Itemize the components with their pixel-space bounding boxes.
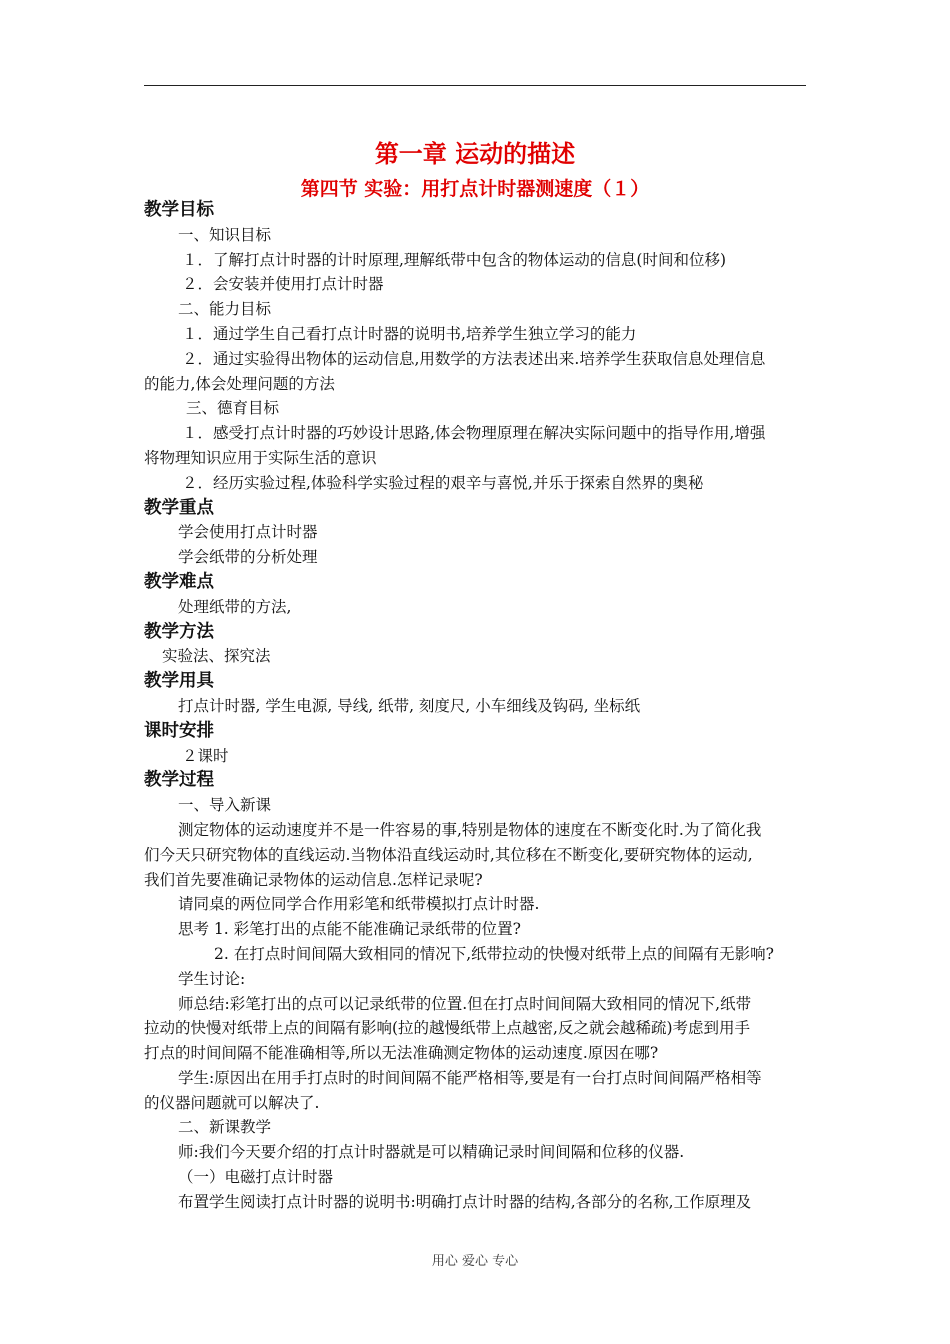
text-line: １．通过学生自己看打点计时器的说明书,培养学生独立学习的能力 [182, 324, 637, 343]
page-footer: 用心 爱心 专心 [431, 1254, 519, 1269]
text-line: ２．经历实验过程,体验科学实验过程的艰辛与喜悦,并乐于探索自然界的奥秘 [182, 473, 704, 492]
section-heading: 教学方法 [144, 621, 214, 642]
section-heading: 教学难点 [144, 571, 214, 592]
text-line: 一、导入新课 [178, 796, 272, 815]
section-heading: 教学目标 [144, 200, 214, 220]
text-line: 一、知识目标 [178, 225, 272, 244]
text-line: 打点计时器, 学生电源, 导线, 纸带, 刻度尺, 小车细线及钩码, 坐标纸 [178, 696, 641, 715]
text-line: 2. 在打点时间间隔大致相同的情况下,纸带拉动的快慢对纸带上点的间隔有无影响? [214, 944, 774, 963]
text-line: １．感受打点计时器的巧妙设计思路,体会物理原理在解决实际问题中的指导作用,增强 [182, 424, 766, 443]
text-line: 三、德育目标 [186, 399, 280, 418]
text-line: 学会纸带的分析处理 [178, 548, 318, 567]
section-heading: 教学过程 [144, 770, 214, 791]
text-line: 二、新课教学 [178, 1118, 272, 1137]
section-title: 第四节 实验：用打点计时器测速度（１） [300, 178, 650, 200]
text-line: 请同桌的两位同学合作用彩笔和纸带模拟打点计时器. [178, 895, 540, 914]
text-line: 我们首先要准确记录物体的运动信息.怎样记录呢? [144, 870, 483, 889]
text-line: 学会使用打点计时器 [178, 523, 318, 542]
text-line: 二、能力目标 [178, 300, 272, 319]
text-line: 测定物体的运动速度并不是一件容易的事,特别是物体的速度在不断变化时.为了简化我 [178, 820, 762, 839]
text-line: 思考 1. 彩笔打出的点能不能准确记录纸带的位置? [178, 920, 521, 939]
section-heading: 教学重点 [144, 497, 214, 518]
text-line: 打点的时间间隔不能准确相等,所以无法准确测定物体的运动速度.原因在哪? [144, 1044, 659, 1063]
text-line: １．了解打点计时器的计时原理,理解纸带中包含的物体运动的信息(时间和位移) [182, 250, 727, 269]
chapter-title: 第一章 运动的描述 [374, 140, 576, 168]
header-rule [144, 85, 806, 86]
text-line: 们今天只研究物体的直线运动.当物体沿直线运动时,其位移在不断变化,要研究物体的运动, [144, 845, 753, 864]
text-line: 布置学生阅读打点计时器的说明书:明确打点计时器的结构,各部分的名称,工作原理及 [178, 1192, 752, 1211]
text-line: 处理纸带的方法, [178, 597, 292, 616]
text-line: ２课时 [182, 746, 229, 765]
text-line: ２．会安装并使用打点计时器 [182, 275, 384, 294]
text-line: 师:我们今天要介绍的打点计时器就是可以精确记录时间间隔和位移的仪器. [178, 1143, 685, 1162]
text-line: 拉动的快慢对纸带上点的间隔有影响(拉的越慢纸带上点越密,反之就会越稀疏)考虑到用手 [144, 1019, 751, 1038]
section-heading: 课时安排 [144, 720, 214, 741]
text-line: 师总结:彩笔打出的点可以记录纸带的位置.但在打点时间间隔大致相同的情况下,纸带 [178, 994, 752, 1013]
text-line: （一）电磁打点计时器 [178, 1168, 334, 1187]
text-line: 实验法、探究法 [162, 647, 271, 666]
document-body [144, 198, 808, 1215]
text-line: 的能力,体会处理问题的方法 [144, 374, 335, 393]
text-line: 将物理知识应用于实际生活的意识 [144, 448, 377, 467]
text-line: 的仪器问题就可以解决了. [144, 1093, 320, 1112]
text-line: 学生讨论: [178, 969, 246, 988]
text-line: 学生:原因出在用手打点时的时间间隔不能严格相等,要是有一台打点时间间隔严格相等 [178, 1068, 762, 1087]
text-line: ２．通过实验得出物体的运动信息,用数学的方法表述出来.培养学生获取信息处理信息 [182, 349, 766, 368]
section-heading: 教学用具 [144, 671, 214, 692]
